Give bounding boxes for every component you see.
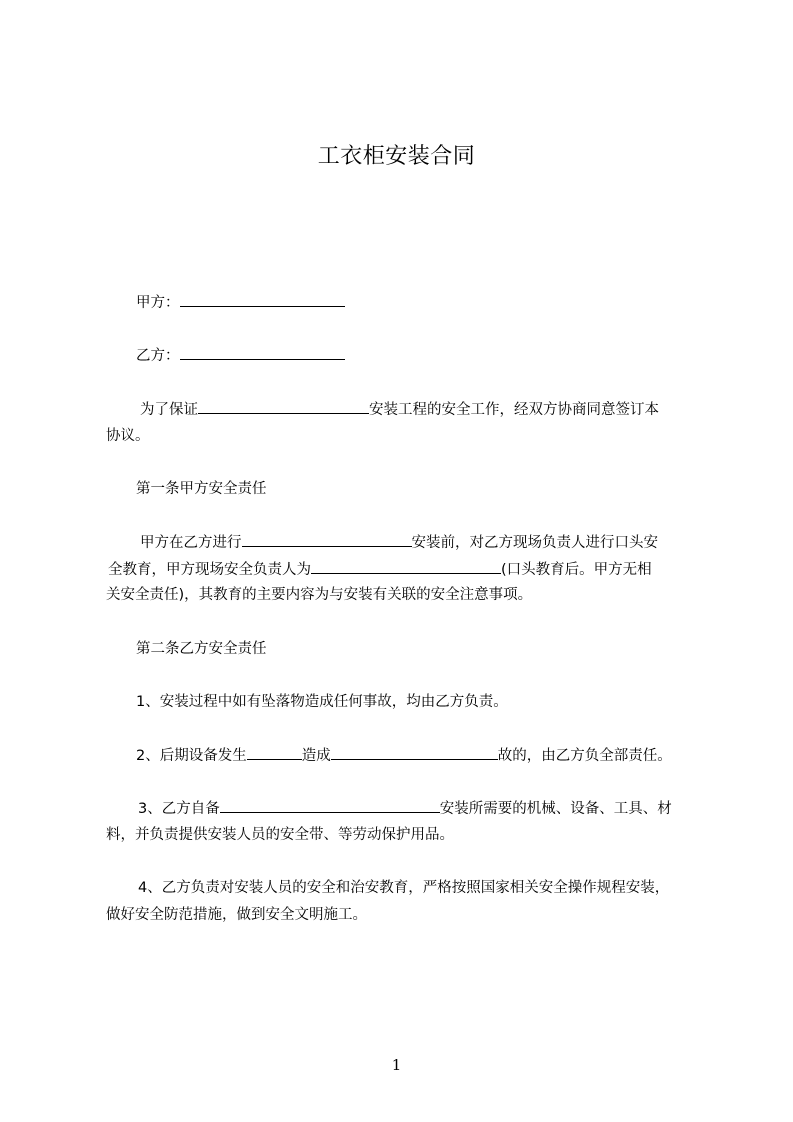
intro-text-b: 安装工程的安全工作，经双方协商同意签订本 bbox=[369, 402, 659, 418]
accident-blank bbox=[331, 745, 498, 760]
article-2-item-4-line-2: 做好安全防范措施，做到安全文明施工。 bbox=[106, 907, 367, 923]
article-1-text-a: 甲方在乙方进行 bbox=[140, 535, 242, 551]
party-b-line bbox=[136, 345, 345, 366]
article-2-item-4-line-1: 4、乙方负责对安装人员的安全和治安教育，严格按照国家相关安全操作规程安装， bbox=[138, 880, 670, 896]
project-name-blank bbox=[198, 399, 369, 414]
party-b-blank bbox=[180, 345, 345, 360]
article-2-item-3-line-2: 料，并负责提供安装人员的安全带、等劳动保护用品。 bbox=[106, 827, 454, 843]
party-a-label: 甲方： bbox=[136, 295, 180, 311]
article-1-heading: 第一条甲方安全责任 bbox=[136, 481, 267, 497]
item-3-text-a: 3、乙方自备 bbox=[138, 801, 220, 817]
party-b-label: 乙方： bbox=[136, 348, 180, 364]
article-2-item-3-line-1 bbox=[138, 798, 672, 819]
item-3-text-b: 安装所需要的机械、设备、工具、材 bbox=[439, 801, 672, 817]
article-1-line-1 bbox=[140, 532, 658, 553]
party-a-line bbox=[136, 292, 345, 313]
party-a-blank bbox=[180, 292, 345, 307]
article-1-text-b: 安装前，对乙方现场负责人进行口头安 bbox=[411, 535, 658, 551]
article-1-text-c: 全教育，甲方现场安全负责人为 bbox=[108, 562, 311, 578]
page-number: 1 bbox=[391, 1056, 402, 1074]
item-2-text-c: 故的，由乙方负全部责任。 bbox=[497, 748, 672, 764]
document-title: 工衣柜安装合同 bbox=[317, 144, 476, 169]
article-2-heading: 第二条乙方安全责任 bbox=[136, 641, 267, 657]
article-2-item-1: 1、安装过程中如有坠落物造成任何事故，均由乙方负责。 bbox=[136, 694, 508, 710]
item-2-text-b: 造成 bbox=[301, 748, 331, 764]
intro-line-1 bbox=[140, 399, 659, 420]
article-2-item-2 bbox=[136, 745, 672, 766]
intro-line-2: 协议。 bbox=[106, 428, 150, 444]
item-2-text-a: 2、后期设备发生 bbox=[136, 748, 247, 764]
install-item-blank bbox=[242, 532, 412, 547]
intro-text-a: 为了保证 bbox=[140, 402, 198, 418]
article-1-line-3: 关安全责任)，其教育的主要内容为与安装有关联的安全注意事项。 bbox=[106, 587, 533, 603]
equipment-issue-blank bbox=[247, 745, 302, 760]
self-provided-blank bbox=[220, 798, 440, 813]
article-1-line-2 bbox=[108, 559, 652, 580]
article-1-text-d: (口头教育后。甲方无相 bbox=[501, 562, 652, 578]
safety-officer-blank bbox=[311, 559, 501, 574]
